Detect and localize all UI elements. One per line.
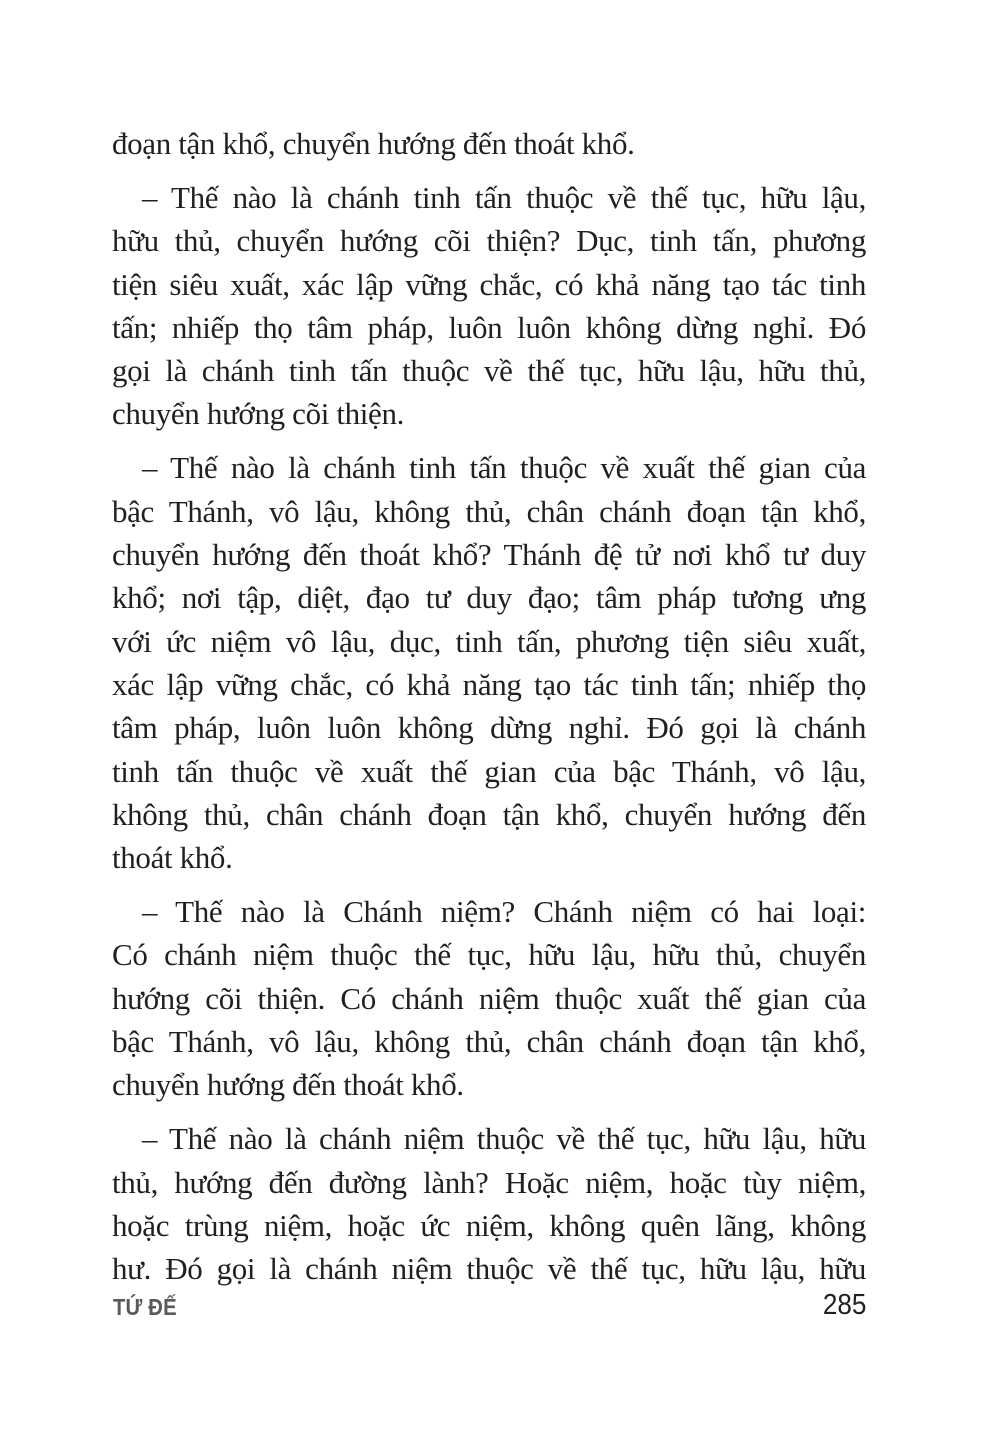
text-line: xác lập vững chắc, có khả năng tạo tác tinh tấn; nhiếp thọ (112, 666, 866, 702)
paragraph (112, 890, 866, 1106)
text-line: hư. Đó gọi là chánh niệm thuộc về thế tục, hữu lậu, hữu (112, 1251, 866, 1287)
text-line: hữu thủ, chuyển hướng cõi thiện? Dục, tinh tấn, phương (112, 223, 866, 259)
text-line: tấn; nhiếp thọ tâm pháp, luôn luôn không dừng nghỉ. Đó (112, 309, 866, 345)
text-line: hoặc trùng niệm, hoặc ức niệm, không quên lãng, không (112, 1207, 866, 1243)
text-line: gọi là chánh tinh tấn thuộc về thế tục, hữu lậu, hữu thủ, (112, 353, 866, 389)
text-line: không thủ, chân chánh đoạn tận khổ, chuyển hướng đến (112, 796, 866, 832)
text-line: hướng cõi thiện. Có chánh niệm thuộc xuất thế gian của (112, 980, 866, 1016)
text-line: – Thế nào là chánh tinh tấn thuộc về thế tục, hữu lậu, (142, 179, 866, 215)
text-line: khổ; nơi tập, diệt, đạo tư duy đạo; tâm pháp tương ưng (112, 580, 866, 616)
text-line: chuyển hướng đến thoát khổ. (112, 1067, 464, 1103)
text-line: – Thế nào là Chánh niệm? Chánh niệm có hai loại: (142, 894, 866, 930)
text-line: đoạn tận khổ, chuyển hướng đến thoát khổ. (112, 126, 635, 161)
text-line: thoát khổ. (112, 840, 233, 876)
paragraph (112, 1117, 866, 1290)
text-line: tinh tấn thuộc về xuất thế gian của bậc Thánh, vô lậu, (112, 753, 866, 789)
paragraph (112, 446, 866, 879)
text-line: bậc Thánh, vô lậu, không thủ, chân chánh đoạn tận khổ, (112, 1024, 866, 1059)
text-line: chuyển hướng cõi thiện. (112, 396, 405, 432)
page-body (112, 122, 866, 1301)
text-line: Có chánh niệm thuộc thế tục, hữu lậu, hữu thủ, chuyển (112, 937, 866, 973)
text-line: thủ, hướng đến đường lành? Hoặc niệm, hoặc tùy niệm, (112, 1164, 866, 1200)
page-number: 285 (822, 1289, 866, 1321)
text-line: tâm pháp, luôn luôn không dừng nghỉ. Đó gọi là chánh (112, 710, 866, 746)
paragraph (112, 176, 866, 436)
text-line: với ức niệm vô lậu, dục, tinh tấn, phương tiện siêu xuất, (112, 623, 866, 659)
text-line: bậc Thánh, vô lậu, không thủ, chân chánh đoạn tận khổ, (112, 493, 866, 529)
text-line: chuyển hướng đến thoát khổ? Thánh đệ tử nơi khổ tư duy (112, 537, 866, 573)
text-line: – Thế nào là chánh niệm thuộc về thế tục, hữu lậu, hữu (142, 1121, 866, 1157)
running-footer-title: TỨ ĐẾ (113, 1294, 177, 1320)
text-line: tiện siêu xuất, xác lập vững chắc, có khả năng tạo tác tinh (112, 266, 866, 302)
text-line: – Thế nào là chánh tinh tấn thuộc về xuất thế gian của (142, 450, 866, 486)
paragraph (112, 122, 866, 165)
